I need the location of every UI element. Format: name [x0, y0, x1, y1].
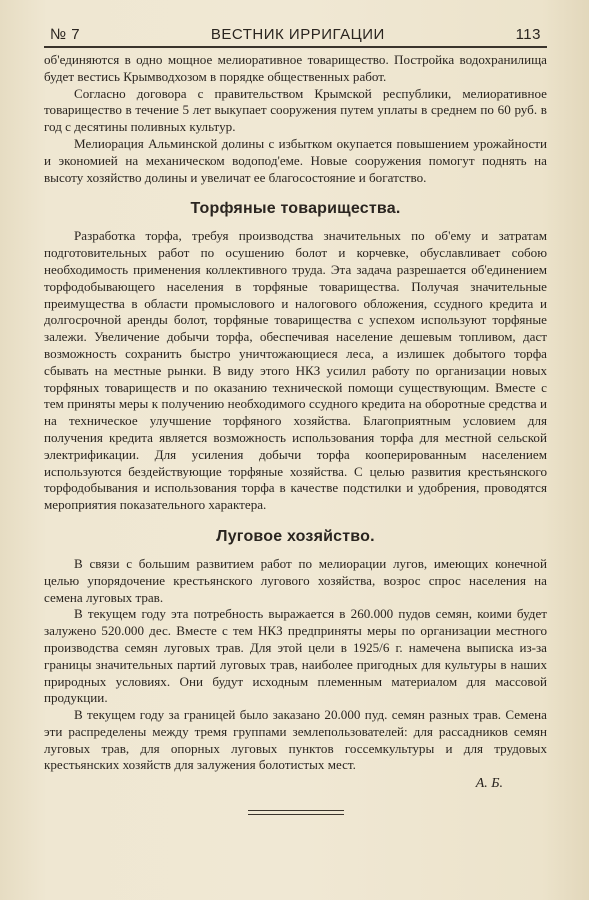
meadow-paragraph-1: В связи с большим развитием работ по мелиорации лугов, имеющих конечной целью упорядочение крестьянского лугового хозяйства, возрос спрос населения на семена луговых трав. [44, 555, 547, 605]
section-heading-meadow: Луговое хозяйство. [216, 527, 375, 545]
meadow-paragraph-3: В текущем году за границей было заказано 20.000 пуд. семян разных трав. Семена эти распределены между тремя группами землепользователей: для рассадников семян луговых трав, для опорных луговых пунктов госсемкультуры и для трудовых крестьянских хозяйств для залужения болотистых мест. [44, 707, 547, 773]
running-header [44, 26, 547, 46]
intro-paragraph-2: Согласно договора с правительством Крымской республики, мелиоративное товарищество в течение 5 лет выкупает сооружения путем уплаты в среднем по 60 руб. в год с десятины поливных культур. [44, 85, 547, 135]
intro-paragraph-3: Мелиорация Альминской долины с избытком окупается повышением урожайности и экономией на механическом водопод'еме. Новые сооружения помогут поднять на высоту хозяйство долины и увеличат ее благосостояние и богатство. [44, 135, 547, 185]
page-number: 113 [515, 26, 541, 43]
journal-title: ВЕСТНИК ИРРИГАЦИИ [210, 26, 385, 43]
peat-paragraph: Разработка торфа, требуя производства значительных по об'ему и затратам подготовительных работ по осушению болот и корчевке, обуславливает собою необходимость применения коллективного труда. Эта задача разрешается об'единением торфодобывающего населения в торфяные товарищества. Получая значительные преимущества в области промыслового и налогового обложения, ссудного кредита и долгосрочной аренды болот, торфяные товарищества с успехом используют торфяные залежи. Увеличение добычи торфа, обеспечивая население дешевым топливом, даст возможность сохранить быстро уничтожающиеся леса, а излишек добытого торфа сбывать на местные рынки. В виду этого НКЗ усилил работу по организации новых торфяных товариществ и по оказанию технической помощи существующим. Вместе с тем приняты меры к получению необходимого ссудного кредита на оборотные средства и на техническое улучшение торфяного хозяйства. Благоприятным условием для получения кредита является возможность использования торфа для местной сельской электрификации. Для усиления добычи торфа кооперированным населением используются бездействующие торфяные хозяйства. С целью развития крестьянского торфодобывания и использования торфа в качестве подстилки и удобрения, проводятся мероприятия показательного характера. [44, 228, 547, 513]
section-heading-peat: Торфяные товарищества. [190, 200, 401, 218]
intro-paragraph-1: об'единяются в одно мощное мелиоративное товарищество. Постройка водохранилища будет вестись Крымводхозом в порядке общественных работ. [44, 52, 547, 84]
end-rule [248, 810, 344, 815]
header-rule [44, 46, 547, 48]
author-signature: А. Б. [475, 776, 503, 792]
meadow-paragraph-2: В текущем году эта потребность выражается в 260.000 пудов семян, коими будет залужено 520.000 дес. Вместе с тем НКЗ предприняты меры по организации местного производства семян луговых трав. Для этой цели в 1925/6 г. намечена выписка из-за границы значительных партий луговых трав, наиболее пригодных для культуры в наших природных условиях. Они будут исходным племенным материалом для массовой продукции. [44, 606, 547, 706]
issue-number: № 7 [50, 26, 81, 43]
